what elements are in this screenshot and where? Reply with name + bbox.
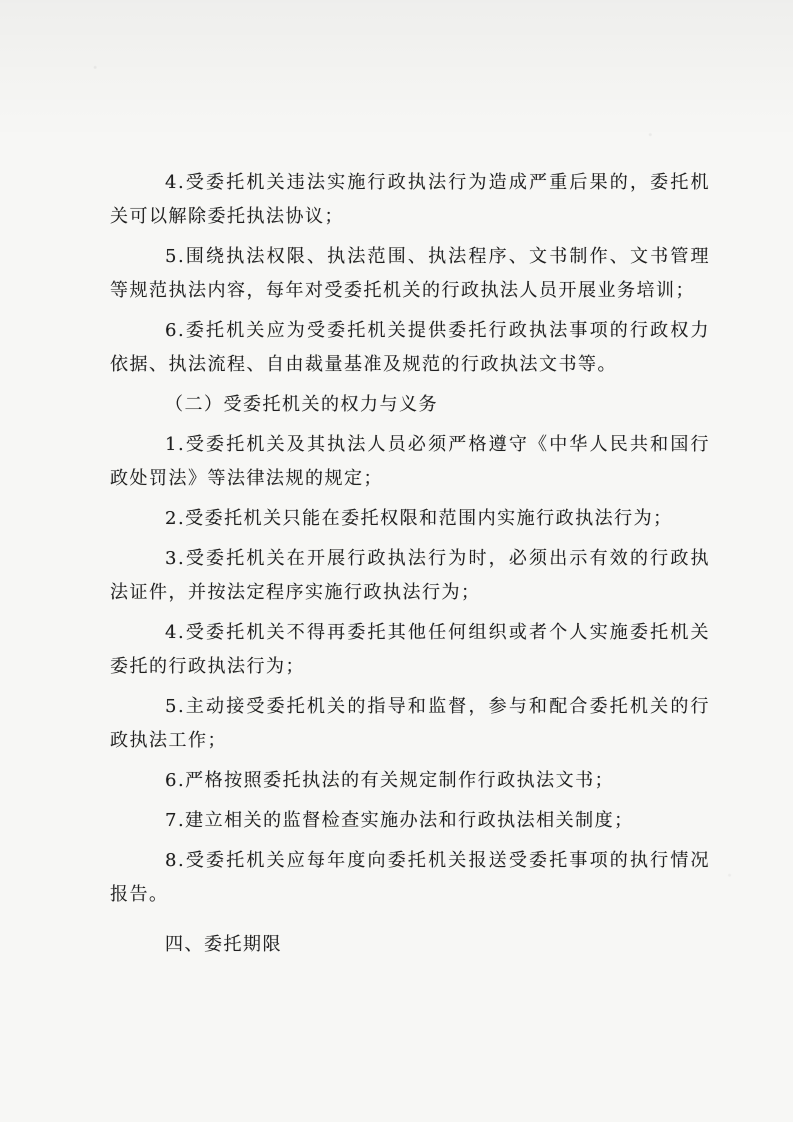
paragraph-item-2: 2.受委托机关只能在委托权限和范围内实施行政执法行为； (165, 508, 673, 529)
document-body (110, 166, 710, 968)
paragraph-item-7: 7.建立相关的监督检查实施办法和行政执法相关制度； (165, 810, 634, 831)
paragraph-item-4: 4.受委托机关违法实施行政执法行为造成严重后果的，委托机关可以解除委托执法协议； (110, 172, 710, 227)
paragraph-item-5b: 5.主动接受委托机关的指导和监督，参与和配合委托机关的行政执法工作； (110, 696, 710, 751)
section-heading-rights-obligations: （二）受委托机关的权力与义务 (165, 394, 438, 415)
paragraph-item-3: 3.受委托机关在开展行政执法行为时，必须出示有效的行政执法证件，并按法定程序实施行政执法行为； (110, 548, 710, 603)
section-heading-term: 四、委托期限 (165, 934, 282, 955)
paragraph-item-8: 8.受委托机关应每年度向委托机关报送受委托事项的执行情况报告。 (110, 850, 710, 905)
paragraph-item-1: 1.受委托机关及其执法人员必须严格遵守《中华人民共和国行政处罚法》等法律法规的规定； (110, 434, 710, 489)
paragraph-item-5: 5.围绕执法权限、执法范围、执法程序、文书制作、文书管理等规范执法内容，每年对受委托机关的行政执法人员开展业务培训； (110, 246, 710, 301)
paragraph-item-6: 6.委托机关应为受委托机关提供委托行政执法事项的行政权力依据、执法流程、自由裁量基准及规范的行政执法文书等。 (110, 320, 710, 375)
paragraph-item-6b: 6.严格按照委托执法的有关规定制作行政执法文书； (165, 770, 615, 791)
paragraph-item-4b: 4.受委托机关不得再委托其他任何组织或者个人实施委托机关委托的行政执法行为； (110, 622, 710, 677)
scan-shading (0, 0, 793, 140)
